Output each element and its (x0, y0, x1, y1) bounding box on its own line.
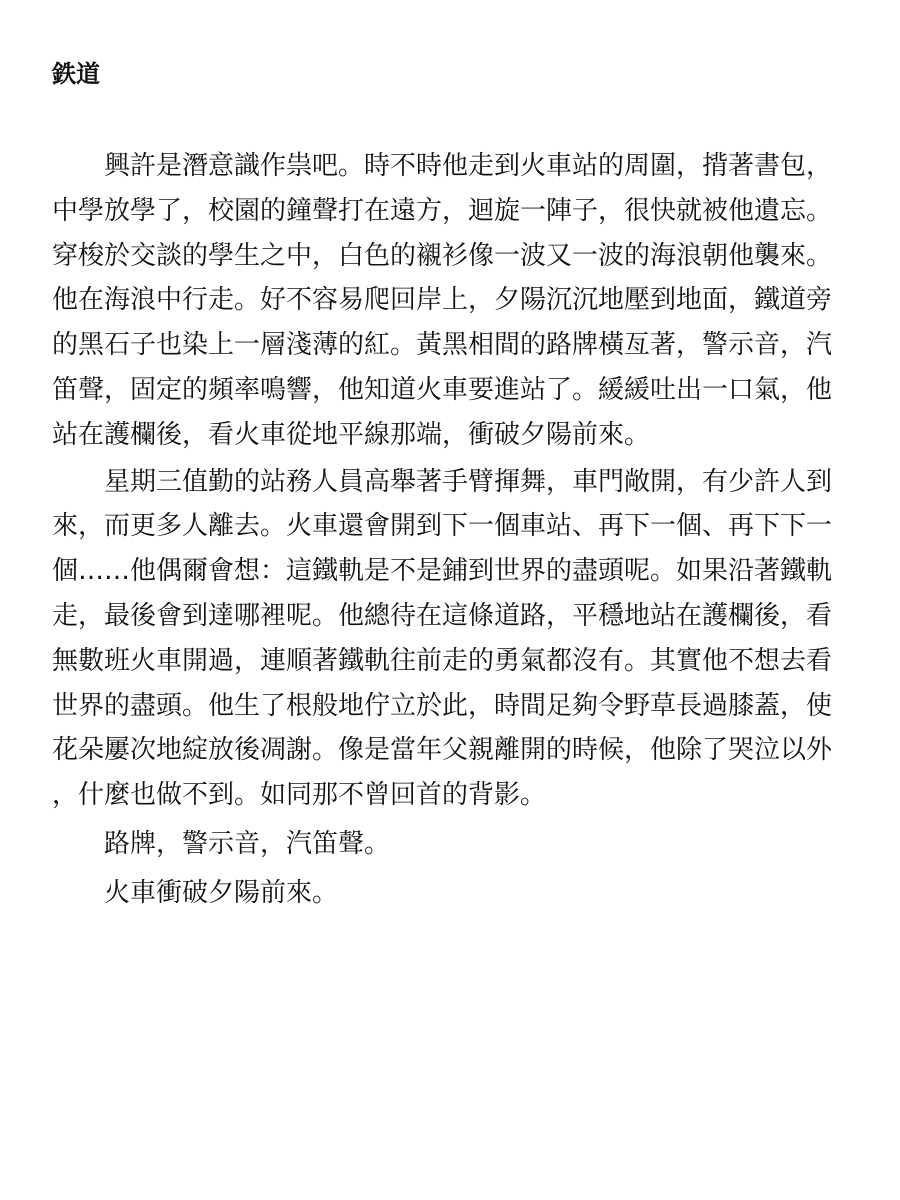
paragraph-1: 興許是潛意識作祟吧。時不時他走到火車站的周圍，揹著書包，中學放學了，校園的鐘聲打在遠方，迴旋一陣子，很快就被他遺忘。穿梭於交談的學生之中，白色的襯衫像一波又一波的海浪朝他襲來。他在海浪中行走。好不容易爬回岸上，夕陽沉沉地壓到地面，鐵道旁的黑石子也染上一層淺薄的紅。黃黑相間的路牌橫亙著，警示音，汽笛聲，固定的頻率鳴響，他知道火車要進站了。緩緩吐出一口氣，他站在護欄後，看火車從地平線那端，衝破夕陽前來。 (52, 151, 833, 450)
document-body (52, 144, 832, 916)
document-title: 鉄道 (52, 60, 100, 88)
paragraph-2: 星期三值勤的站務人員高舉著手臂揮舞，車門敞開，有少許人到來，而更多人離去。火車還會開到下一個車站、再下一個、再下下一個……他偶爾會想：這鐵軌是不是鋪到世界的盡頭呢。如果沿著鐵軌走，最後會到達哪裡呢。他總待在這條道路，平穩地站在護欄後，看無數班火車開過，連順著鐵軌往前走的勇氣都沒有。其實他不想去看世界的盡頭。他生了根般地佇立於此，時間足夠令野草長過膝蓋，使花朵屢次地綻放後凋謝。像是當年父親離開的時候，他除了哭泣以外，什麼也做不到。如同那不曾回首的背影。 (52, 466, 833, 811)
paragraph-4: 火車衝破夕陽前來。 (104, 877, 339, 908)
paragraph-3: 路牌，警示音，汽笛聲。 (104, 828, 391, 859)
